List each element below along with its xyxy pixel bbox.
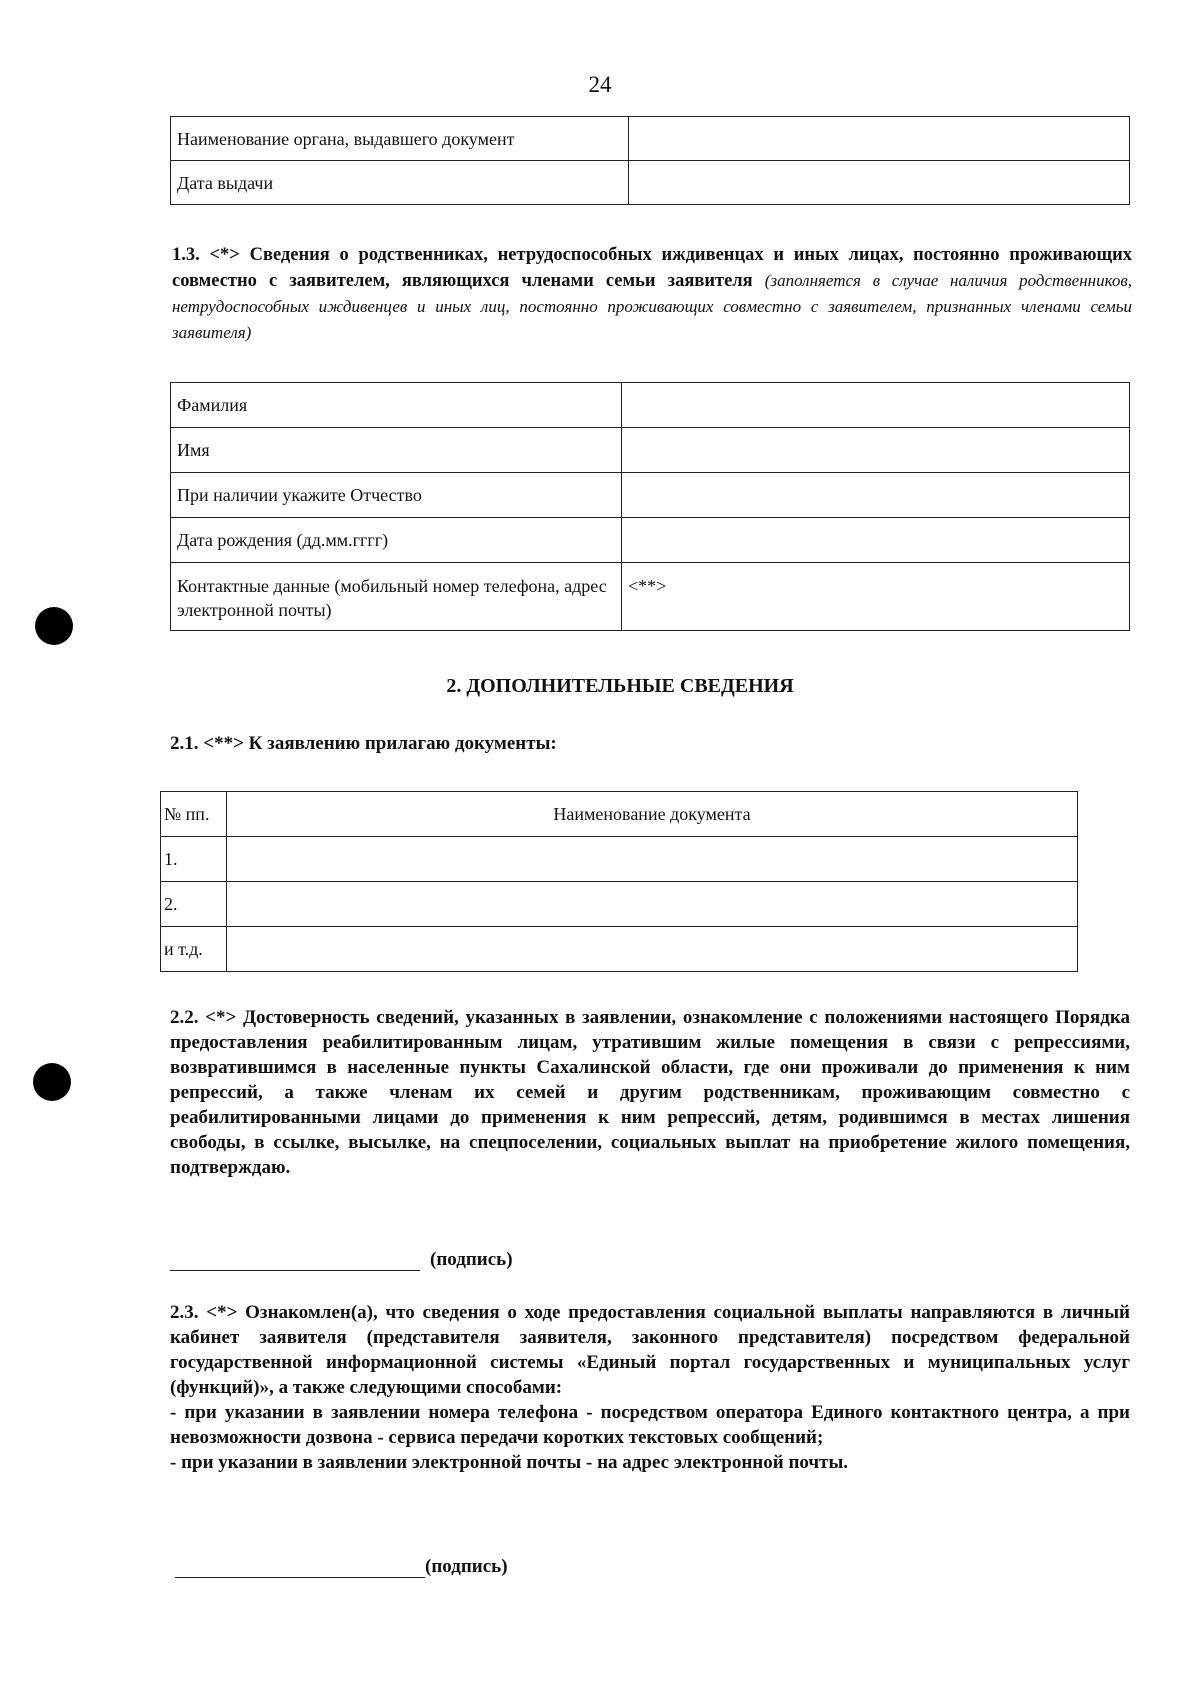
section-2-1-heading: 2.1. <**> К заявлению прилагаю документы:: [170, 733, 557, 754]
document-name-cell[interactable]: [227, 882, 1078, 927]
row-number-cell: 1.: [161, 837, 227, 882]
document-name-cell[interactable]: [227, 927, 1078, 972]
table-row: [161, 837, 1078, 882]
section-2-3-paragraph: [170, 1300, 1130, 1475]
patronymic-value-cell[interactable]: [622, 473, 1130, 518]
section-1-3-marker: <*>: [209, 245, 240, 265]
signature-caption: (подпись): [430, 1249, 513, 1270]
section-1-3-paragraph: [172, 243, 1132, 346]
name-label-cell: Имя: [171, 428, 622, 473]
name-value-cell[interactable]: [622, 428, 1130, 473]
surname-value-cell[interactable]: [622, 383, 1130, 428]
contacts-label-cell: Контактные данные (мобильный номер телефона, адрес электронной почты): [171, 563, 622, 631]
table-row: [161, 927, 1078, 972]
table-row: [161, 882, 1078, 927]
signature-caption: (подпись): [425, 1556, 508, 1577]
documents-table: [160, 791, 1078, 972]
row-number-cell: 2.: [161, 882, 227, 927]
relatives-table: [170, 382, 1130, 631]
page-number: 24: [588, 72, 612, 97]
table-row: [171, 383, 1130, 428]
section-1-3-heading: Сведения о родственниках, нетрудоспособных иждивенцах и иных лицах, постоянно проживающих совместно с заявителем, являющихся членами семьи заявителя: [172, 245, 1132, 291]
issue-date-value-cell[interactable]: [629, 161, 1130, 205]
column-header-document-name: Наименование документа: [227, 792, 1078, 837]
table-header-row: [161, 792, 1078, 837]
issuer-table: [170, 116, 1130, 205]
contacts-value-cell[interactable]: <**>: [622, 563, 1130, 631]
birth-date-label-cell: Дата рождения (дд.мм.гггг): [171, 518, 622, 563]
table-row: [171, 518, 1130, 563]
surname-label-cell: Фамилия: [171, 383, 622, 428]
signature-block-2: [175, 1555, 508, 1578]
document-name-cell[interactable]: [227, 837, 1078, 882]
issuer-label-cell: Наименование органа, выдавшего документ: [171, 117, 629, 161]
signature-block-1: [170, 1248, 513, 1271]
row-number-cell: и т.д.: [161, 927, 227, 972]
signature-line[interactable]: [175, 1555, 425, 1578]
section-2-3-intro: 2.3. <*> Ознакомлен(а), что сведения о ходе предоставления социальной выплаты направляются в личный кабинет заявителя (представителя заявителя, законного представителя) посредством федеральной государственной информационной системы «Единый портал государственных и муниципальных услуг (функций)», а также следующими способами:: [170, 1302, 1130, 1398]
section-1-3-number: 1.3.: [172, 245, 200, 265]
section-1-3-note: (заполняется в случае наличия родственников, нетрудоспособных иждивенцев и иных лиц, постоянно проживающих совместно с заявителем, признанных членами семьи заявителя): [172, 271, 1133, 342]
section-2-3-item-email: - при указании в заявлении электронной почты - на адрес электронной почты.: [170, 1452, 849, 1473]
issuer-value-cell[interactable]: [629, 117, 1130, 161]
birth-date-value-cell[interactable]: [622, 518, 1130, 563]
table-row: [171, 563, 1130, 631]
patronymic-label-cell: При наличии укажите Отчество: [171, 473, 622, 518]
table-row: [171, 428, 1130, 473]
section-2-3-item-phone: - при указании в заявлении номера телефона - посредством оператора Единого контактного центра, а при невозможности дозвона - сервиса передачи коротких текстовых сообщений;: [170, 1402, 1130, 1448]
table-row: [171, 161, 1130, 205]
punch-hole-mark: [33, 1063, 71, 1101]
table-row: [171, 117, 1130, 161]
section-2-2-paragraph: 2.2. <*> Достоверность сведений, указанных в заявлении, ознакомление с положениями настоящего Порядка предоставления реабилитированным лицам, утратившим жилые помещения в связи с репрессиями, возвратившимся в населенные пункты Сахалинской области, где они проживали до применения к ним репрессий, а также членам их семей и другим родственникам, проживающим совместно с реабилитированными лицами до применения к ним репрессий, детям, родившимся в местах лишения свободы, в ссылке, высылке, на спецпоселении, социальных выплат на приобретение жилого помещения, подтверждаю.: [170, 1007, 1130, 1178]
column-header-number: № пп.: [161, 792, 227, 837]
table-row: [171, 473, 1130, 518]
issue-date-label-cell: Дата выдачи: [171, 161, 629, 205]
section-2-title: 2. ДОПОЛНИТЕЛЬНЫЕ СВЕДЕНИЯ: [446, 675, 794, 697]
punch-hole-mark: [35, 607, 73, 645]
signature-line[interactable]: [170, 1248, 420, 1271]
